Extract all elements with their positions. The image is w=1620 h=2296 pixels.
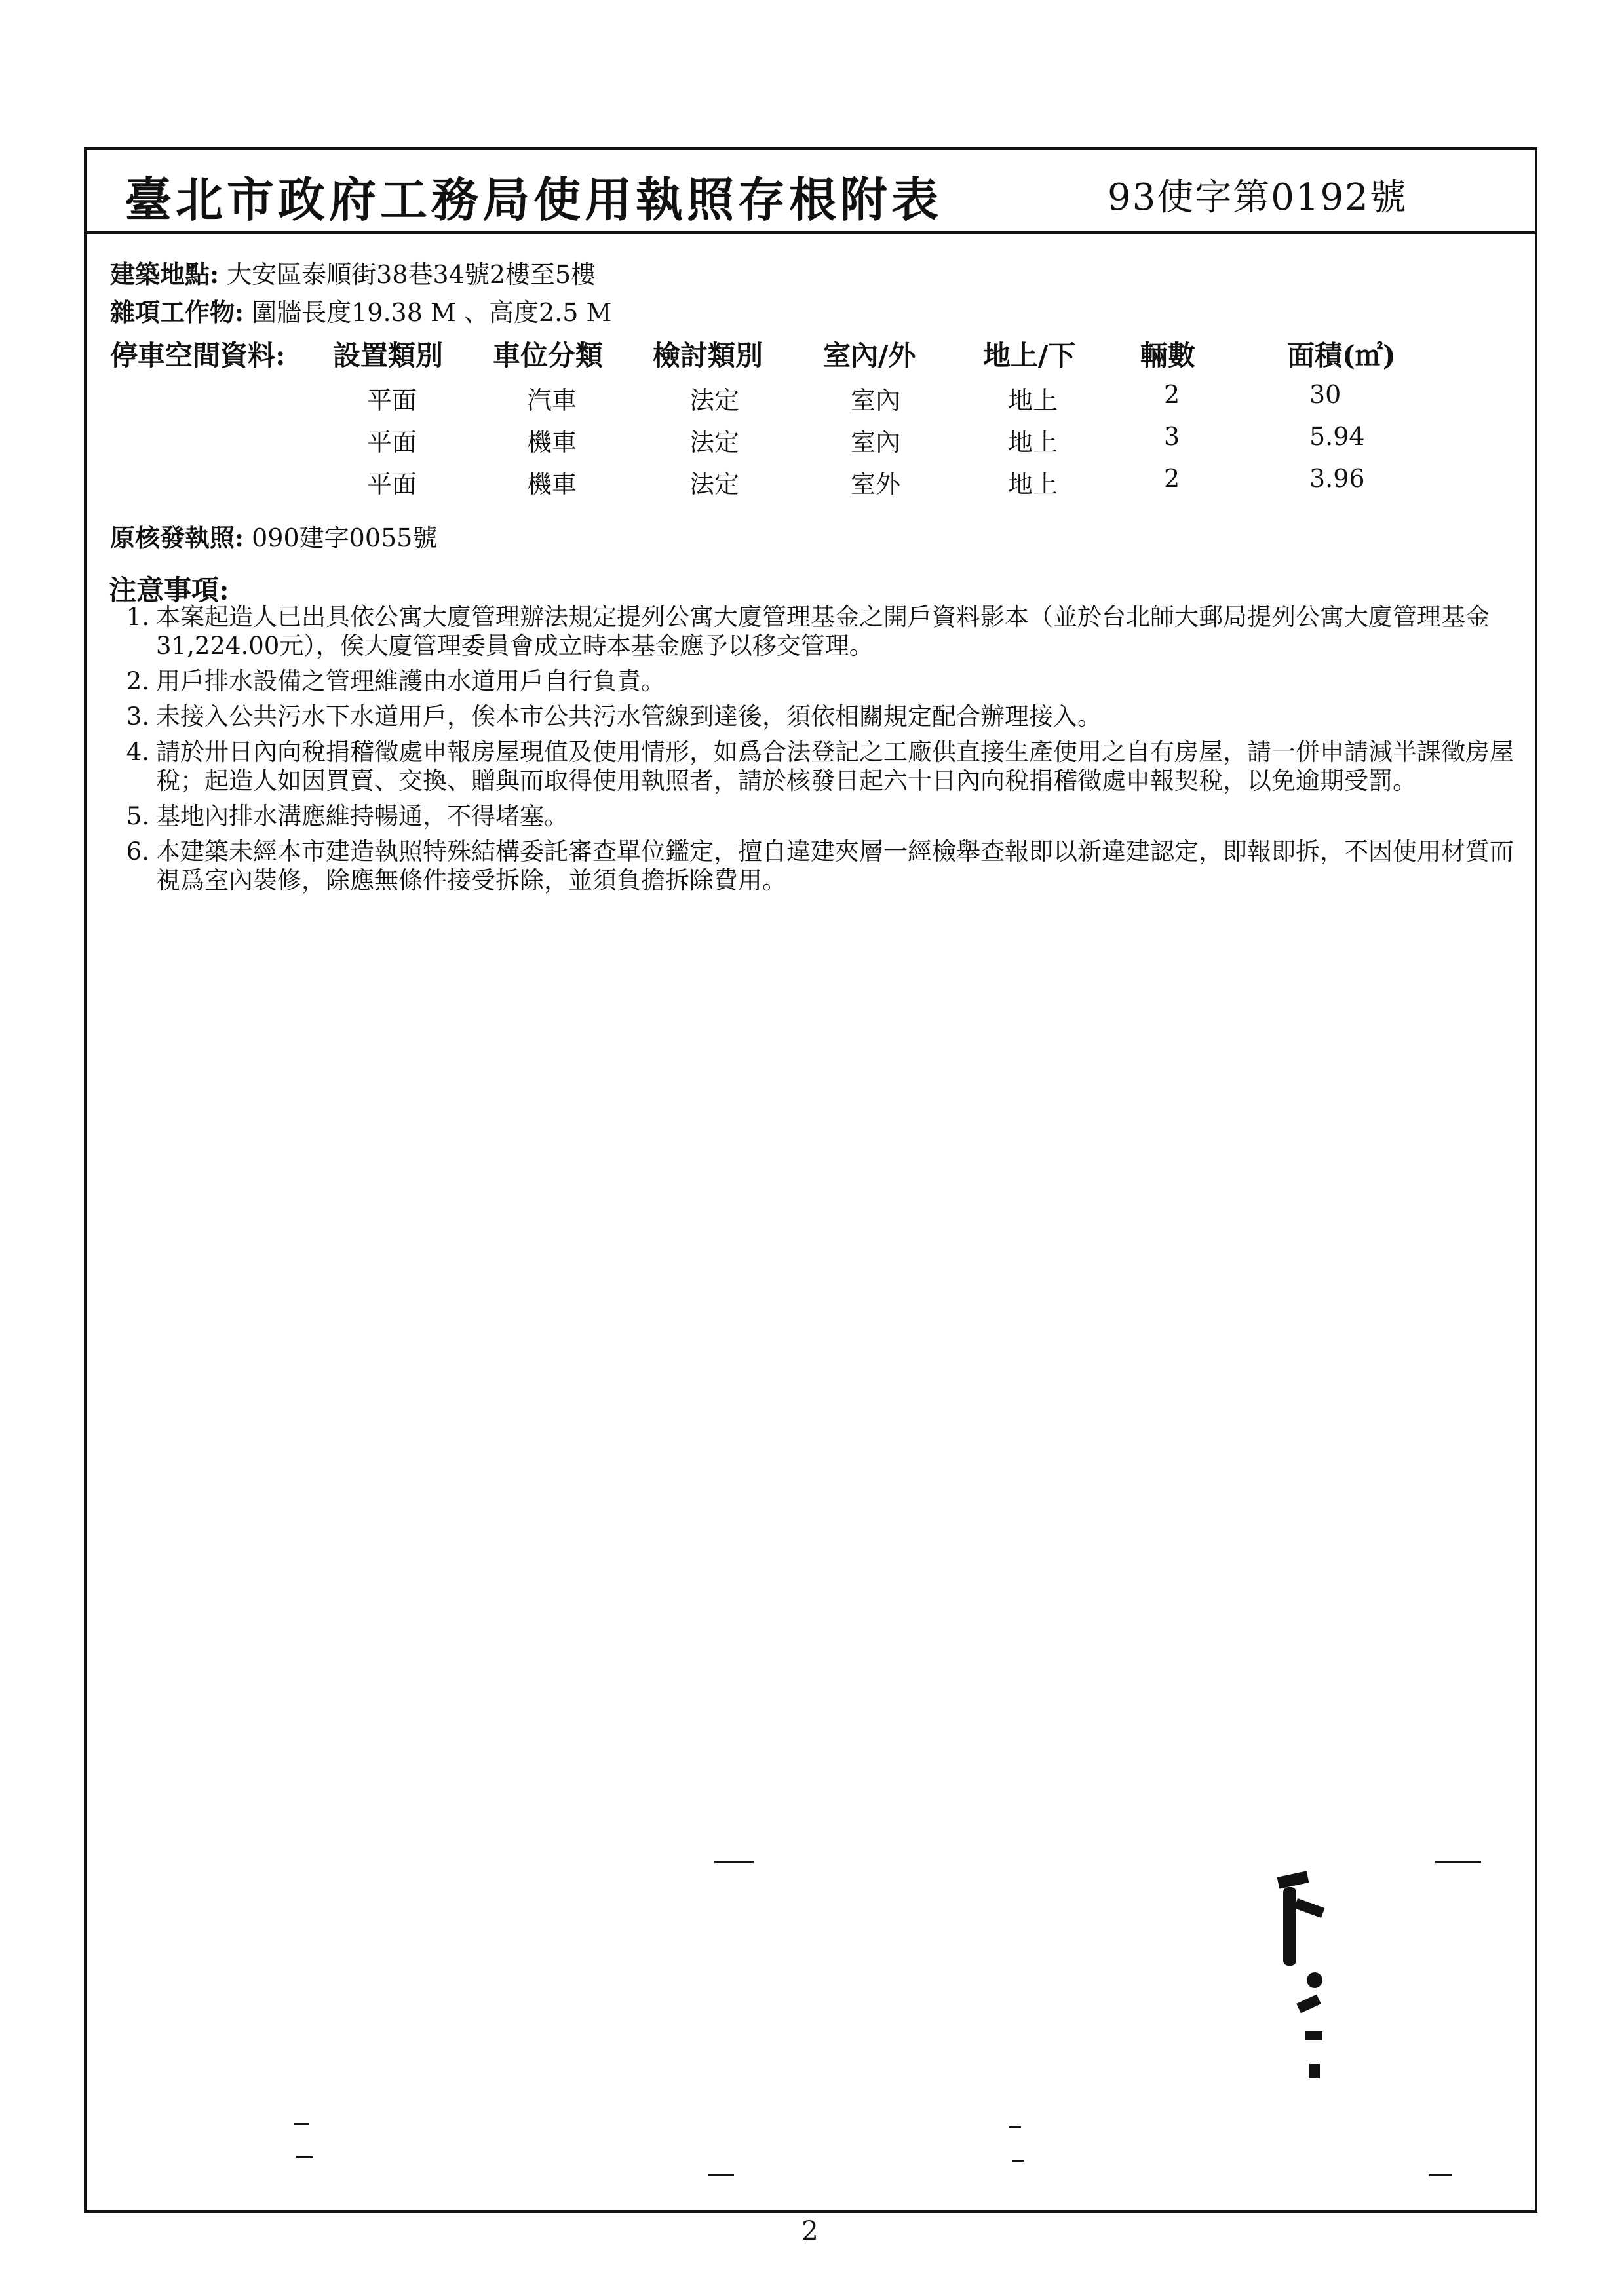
parking-cell: 30	[1309, 380, 1341, 409]
original-license-label: 原核發執照:	[110, 523, 244, 552]
parking-cell: 機車	[527, 428, 577, 457]
parking-cell: 平面	[367, 470, 417, 499]
note-item	[109, 603, 1518, 660]
scan-dash	[1429, 2174, 1452, 2176]
notes-title: 注意事項:	[109, 574, 229, 606]
document-title: 臺北市政府工務局使用執照存根附表	[125, 172, 943, 227]
note-number: 4.	[126, 738, 149, 766]
parking-cell: 機車	[527, 470, 577, 499]
scan-dash	[1012, 2160, 1024, 2162]
scan-dash	[1009, 2126, 1021, 2128]
note-text: 用戶排水設備之管理維護由水道用戶自行負責。	[156, 667, 665, 695]
parking-col-area: 面積(㎡)	[1287, 339, 1396, 372]
parking-col-type: 設置類別	[333, 339, 444, 372]
notes-list	[109, 603, 1518, 902]
note-number: 5.	[126, 802, 149, 830]
parking-cell: 3.96	[1309, 464, 1365, 493]
note-text: 本案起造人已出具依公寓大廈管理辦法規定提列公寓大廈管理基金之開戶資料影本（並於台北師大郵局提列公寓大廈管理基金31,224.00元），俟大廈管理委員會成立時本基金應予以移交管理。	[156, 603, 1490, 660]
stamp-mark	[1271, 1874, 1343, 2097]
parking-col-count: 輛數	[1140, 339, 1196, 372]
original-license-value: 090建字0055號	[252, 524, 438, 552]
parking-cell: 平面	[367, 428, 417, 457]
scan-dash	[296, 2156, 313, 2158]
misc-structure-label: 雜項工作物:	[110, 297, 244, 327]
parking-cell: 室內	[851, 428, 901, 457]
note-text: 基地內排水溝應維持暢通，不得堵塞。	[156, 802, 568, 830]
parking-cell: 室外	[851, 470, 901, 499]
note-text: 請於卅日內向稅捐稽徵處申報房屋現值及使用情形，如爲合法登記之工廠供直接生產使用之自有房屋，請一併申請減半課徵房屋稅；起造人如因買賣、交換、贈與而取得使用執照者，請於核發日起六十日內向稅捐稽徵處申報契稅，以免逾期受罰。	[156, 738, 1514, 795]
license-number: 93使字第0192號	[1108, 176, 1408, 219]
parking-cell: 地上	[1008, 386, 1058, 415]
note-text: 未接入公共污水下水道用戶，俟本市公共污水管線到達後，須依相關規定配合辦理接入。	[156, 702, 1102, 731]
parking-col-indoor: 室內/外	[823, 339, 916, 372]
parking-label: 停車空間資料:	[110, 339, 286, 372]
parking-cell: 室內	[851, 386, 901, 415]
parking-cell: 汽車	[527, 386, 577, 415]
note-item	[109, 702, 1518, 731]
scan-dash	[708, 2174, 734, 2176]
note-number: 2.	[126, 667, 149, 695]
parking-col-level: 地上/下	[983, 339, 1076, 372]
note-item	[109, 802, 1518, 831]
page-number: 2	[801, 2216, 819, 2246]
scan-dash	[714, 1861, 754, 1863]
note-text: 本建築未經本市建造執照特殊結構委託審查單位鑑定，擅自違建夾層一經檢舉查報即以新違建認定，即報即拆，不因使用材質而視爲室內裝修，除應無條件接受拆除，並須負擔拆除費用。	[156, 837, 1514, 894]
address-label: 建築地點:	[110, 259, 220, 289]
parking-cell: 2	[1164, 464, 1180, 493]
parking-cell: 法定	[689, 386, 740, 415]
parking-cell: 2	[1164, 380, 1180, 409]
parking-cell: 5.94	[1309, 422, 1365, 451]
parking-col-vehicle: 車位分類	[493, 339, 604, 372]
parking-cell: 法定	[689, 470, 740, 499]
parking-cell: 法定	[689, 428, 740, 457]
note-number: 6.	[126, 837, 149, 866]
note-number: 3.	[126, 702, 149, 731]
note-item	[109, 667, 1518, 696]
address-value: 大安區泰順街38巷34號2樓至5樓	[227, 260, 596, 289]
scan-dash	[1435, 1861, 1481, 1863]
note-number: 1.	[126, 603, 149, 631]
parking-cell: 3	[1164, 422, 1180, 451]
misc-structure-value: 圍牆長度19.38 M 、高度2.5 M	[252, 298, 612, 327]
note-item	[109, 837, 1518, 895]
scan-dash	[294, 2123, 309, 2125]
parking-cell: 平面	[367, 386, 417, 415]
parking-col-review: 檢討類別	[653, 339, 763, 372]
note-item	[109, 738, 1518, 795]
parking-cell: 地上	[1008, 470, 1058, 499]
parking-cell: 地上	[1008, 428, 1058, 457]
